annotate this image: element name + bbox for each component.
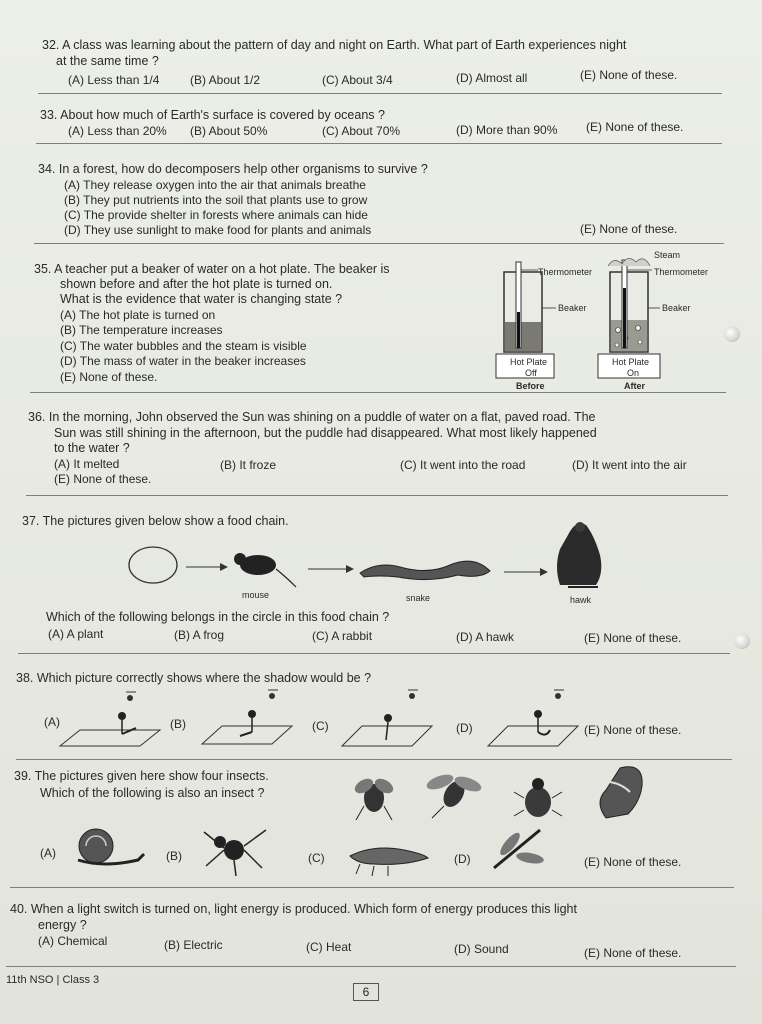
hot-plate-off-label: Hot Plate <box>510 357 548 367</box>
q35-option-a[interactable]: (A) The hot plate is turned on <box>60 308 216 322</box>
q32-stem-cont: at the same time ? <box>56 54 159 68</box>
q36-stem-cont: Sun was still shining in the afternoon, but the puddle had disappeared. What most likely happened <box>54 426 597 440</box>
option-pictures <box>74 820 554 878</box>
hot-plate-on-label: Hot Plate <box>612 357 650 367</box>
hot-plate-on-state: On <box>627 368 640 378</box>
divider <box>16 759 732 760</box>
q34-option-a[interactable]: (A) They release oxygen into the air that animals breathe <box>64 178 366 192</box>
q35-stem-cont: shown before and after the hot plate is turned on. <box>60 277 333 291</box>
q36-stem-end: to the water ? <box>54 441 130 455</box>
q33-option-d[interactable]: (D) More than 90% <box>456 123 558 137</box>
q36-option-e[interactable]: (E) None of these. <box>54 472 152 486</box>
q33-stem: 33. About how much of Earth's surface is covered by oceans ? <box>40 108 385 122</box>
divider <box>34 243 724 244</box>
hot-plate-off-state: Off <box>525 368 537 378</box>
q38-option-b[interactable]: (B) <box>170 717 186 731</box>
q38-option-d[interactable]: (D) <box>456 721 473 735</box>
snake-label: snake <box>406 593 431 603</box>
q37-stem: 37. The pictures given below show a food chain. <box>22 514 289 528</box>
q35-option-b[interactable]: (B) The temperature increases <box>60 323 223 337</box>
q33-option-e[interactable]: (E) None of these. <box>586 120 684 134</box>
q38-option-e[interactable]: (E) None of these. <box>584 723 682 737</box>
q35-option-e[interactable]: (E) None of these. <box>60 370 158 384</box>
thermometer-label-before: Thermometer <box>538 267 593 277</box>
q39-option-a[interactable]: (A) <box>40 846 56 860</box>
q34-option-d[interactable]: (D) They use sunlight to make food for plants and animals <box>64 223 372 237</box>
insect-pictures <box>344 762 644 822</box>
q32-option-b[interactable]: (B) About 1/2 <box>190 73 261 87</box>
mouse-label: mouse <box>242 590 270 600</box>
shadow-pictures <box>60 690 580 750</box>
q33-option-a[interactable]: (A) Less than 20% <box>68 124 167 138</box>
q32-option-c[interactable]: (C) About 3/4 <box>322 73 393 87</box>
q37-option-b[interactable]: (B) A frog <box>174 628 225 642</box>
q34-option-b[interactable]: (B) They put nutrients into the soil that plants use to grow <box>64 193 368 207</box>
q34-stem: 34. In a forest, how do decomposers help other organisms to survive ? <box>38 162 428 176</box>
q36-option-c[interactable]: (C) It went into the road <box>400 458 526 472</box>
after-caption: After <box>624 381 646 391</box>
footer-label: 11th NSO | Class 3 <box>6 974 100 986</box>
divider <box>18 653 730 654</box>
thermometer-label-after: Thermometer <box>654 267 709 277</box>
divider <box>6 966 736 967</box>
q37-option-d[interactable]: (D) A hawk <box>456 630 515 644</box>
q35-option-d[interactable]: (D) The mass of water in the beaker increases <box>60 354 306 368</box>
q35-question: What is the evidence that water is changing state ? <box>60 292 343 306</box>
q40-option-d[interactable]: (D) Sound <box>454 942 509 956</box>
page-number: 6 <box>353 983 379 1001</box>
q40-stem: 40. When a light switch is turned on, light energy is produced. Which form of energy produces this light <box>10 902 577 916</box>
q32-option-e[interactable]: (E) None of these. <box>580 68 678 82</box>
q38-option-a[interactable]: (A) <box>44 715 60 729</box>
q40-stem-cont: energy ? <box>38 918 87 932</box>
divider <box>36 143 722 144</box>
q32-option-d[interactable]: (D) Almost all <box>456 71 528 85</box>
q39-option-c[interactable]: (C) <box>308 851 325 865</box>
q37-question: Which of the following belongs in the circle in this food chain ? <box>46 610 390 624</box>
divider <box>38 93 722 94</box>
binder-hole <box>724 326 740 342</box>
q38-option-c[interactable]: (C) <box>312 719 329 733</box>
q34-option-e[interactable]: (E) None of these. <box>580 222 678 236</box>
q36-stem: 36. In the morning, John observed the Sun was shining on a puddle of water on a flat, paved road. The <box>28 410 596 424</box>
q35-option-c[interactable]: (C) The water bubbles and the steam is visible <box>60 339 307 353</box>
steam-label: Steam <box>654 250 681 260</box>
q39-option-d[interactable]: (D) <box>454 852 471 866</box>
q37-option-e[interactable]: (E) None of these. <box>584 631 682 645</box>
q39-option-e[interactable]: (E) None of these. <box>584 855 682 869</box>
q35-stem: 35. A teacher put a beaker of water on a hot plate. The beaker is <box>34 262 390 276</box>
q40-option-b[interactable]: (B) Electric <box>164 938 223 952</box>
q40-option-a[interactable]: (A) Chemical <box>38 934 108 948</box>
food-chain-diagram <box>128 515 628 600</box>
q40-option-c[interactable]: (C) Heat <box>306 940 352 954</box>
q36-option-a[interactable]: (A) It melted <box>54 457 120 471</box>
q37-option-c[interactable]: (C) A rabbit <box>312 629 373 643</box>
q40-option-e[interactable]: (E) None of these. <box>584 946 682 960</box>
binder-hole <box>734 633 750 649</box>
before-caption: Before <box>516 381 545 391</box>
q38-stem: 38. Which picture correctly shows where the shadow would be ? <box>16 671 372 685</box>
q33-option-b[interactable]: (B) About 50% <box>190 124 268 138</box>
q32-stem: 32. A class was learning about the pattern of day and night on Earth. What part of Earth experiences night <box>42 38 627 52</box>
hawk-label: hawk <box>570 595 592 605</box>
divider <box>30 392 726 393</box>
q33-option-c[interactable]: (C) About 70% <box>322 124 401 138</box>
divider <box>10 887 734 888</box>
q39-question: Which of the following is also an insect ? <box>40 786 265 800</box>
beaker-label-before: Beaker <box>558 303 587 313</box>
divider <box>26 495 728 496</box>
q36-option-b[interactable]: (B) It froze <box>220 458 277 472</box>
q36-option-d[interactable]: (D) It went into the air <box>572 458 687 472</box>
q39-stem: 39. The pictures given here show four insects. <box>14 769 269 783</box>
q37-option-a[interactable]: (A) A plant <box>48 627 104 641</box>
q39-option-b[interactable]: (B) <box>166 849 182 863</box>
q34-option-c[interactable]: (C) The provide shelter in forests where animals can hide <box>64 208 368 222</box>
q32-option-a[interactable]: (A) Less than 1/4 <box>68 73 160 87</box>
beaker-label-after: Beaker <box>662 303 691 313</box>
